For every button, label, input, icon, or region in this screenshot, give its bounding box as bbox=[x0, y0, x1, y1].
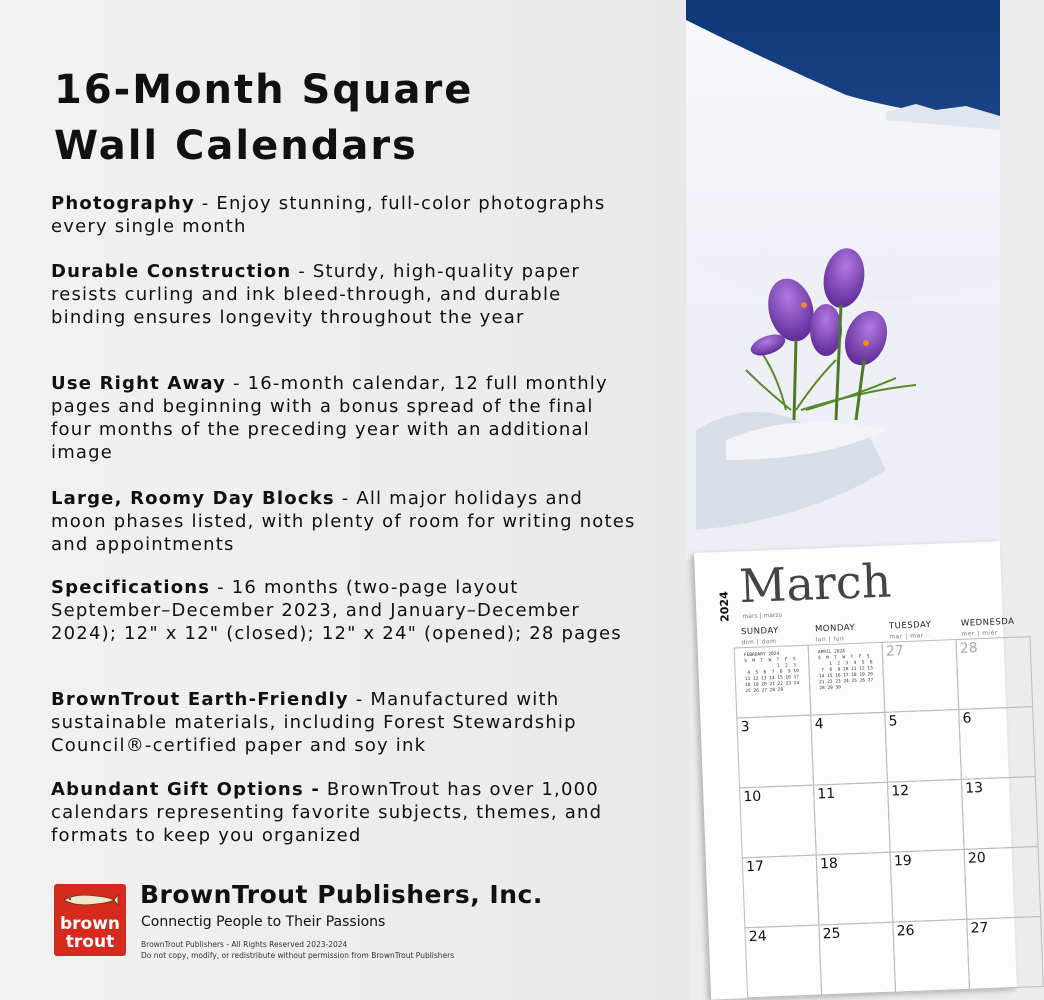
feature-use-right-away: Use Right Away - 16-month calendar, 12 full monthly pages and beginning with a bonus spread of the final four months of the preceding year with an additional image bbox=[51, 373, 608, 463]
logo-text-trout: trout bbox=[65, 932, 115, 952]
calendar-day-number: 12 bbox=[890, 782, 910, 800]
trout-icon bbox=[62, 892, 118, 908]
calendar-day-number: 18 bbox=[819, 855, 839, 873]
calendar-day-number: 3 bbox=[740, 718, 750, 736]
march-calendar-page bbox=[694, 541, 1017, 999]
calendar-day-number: 24 bbox=[748, 928, 767, 946]
calendar-day-number: 28 bbox=[959, 640, 978, 657]
logo-text-brown: brown bbox=[59, 914, 121, 934]
crocus-snow-photo bbox=[686, 0, 1000, 560]
calendar-day-number: 26 bbox=[896, 922, 915, 940]
calendar-year: 2024 bbox=[717, 591, 732, 623]
title-line-2: Wall Calendars bbox=[54, 123, 418, 169]
calendar-day-number: 10 bbox=[743, 788, 762, 806]
feature-earth-friendly: BrownTrout Earth-Friendly - Manufactured with sustainable materials, including Forest Stewardship Council®-certified paper and soy ink bbox=[51, 689, 577, 756]
mini-cal-february: FEBRUARY 2024 S M T W T F S 1 2 3 4 5 6 7 8 9 10 11 12 13 14 15 16 17 18 19 20 21 22 23 24 25 26 27 28 29 bbox=[743, 651, 800, 695]
photo-image bbox=[686, 0, 1000, 560]
calendar-day-number: 27 bbox=[970, 919, 989, 937]
feature-day-blocks: Large, Roomy Day Blocks - All major holidays and moon phases listed, with plenty of room for writing notes and appointments bbox=[51, 488, 636, 555]
calendar-day-number: 13 bbox=[964, 780, 984, 797]
feature-durable-construction: Durable Construction - Sturdy, high-quality paper resists curling and ink bleed-through, and durable binding ensures longevity throughout the year bbox=[51, 261, 580, 328]
calendar-day-number: 20 bbox=[967, 850, 987, 867]
day-header-wednesday: WEDNESDA mer | miér bbox=[960, 616, 1015, 638]
calendar-day-number: 5 bbox=[888, 713, 898, 730]
copy-notice: Do not copy, modify, or redistribute without permission from BrownTrout Publishers bbox=[141, 951, 455, 960]
feature-photography: Photography - Enjoy stunning, full-color photographs every single month bbox=[51, 193, 606, 237]
day-header-tuesday: TUESDAY mar | mar bbox=[888, 619, 932, 641]
browntrout-logo bbox=[54, 884, 126, 956]
rights-text: BrownTrout Publishers - All Rights Reserved 2023-2024 bbox=[141, 940, 348, 949]
page-title bbox=[54, 62, 614, 174]
publisher-name: BrownTrout Publishers, Inc. bbox=[140, 880, 543, 909]
calendar-day-number: 17 bbox=[745, 858, 765, 876]
calendar-day-number: 11 bbox=[817, 785, 836, 803]
feature-gift-options: Abundant Gift Options - BrownTrout has over 1,000 calendars representing favorite subjects, themes, and formats to keep you organized bbox=[51, 779, 603, 846]
day-header-sunday: SUNDAY dim | dom bbox=[740, 625, 779, 647]
mini-cal-april: APRIL 2024 S M T W T F S 1 2 3 4 5 6 7 8 9 10 11 12 13 14 15 16 17 18 19 20 21 22 23 24 25 26 27 28 29 30 bbox=[817, 649, 874, 692]
calendar-month: March bbox=[738, 553, 893, 614]
day-header-monday: MONDAY lun | lun bbox=[814, 622, 856, 644]
calendar-month-translation: mars | marzo bbox=[742, 611, 783, 621]
calendar-day-number: 4 bbox=[814, 716, 824, 733]
title-line-1: 16-Month Square bbox=[54, 67, 474, 113]
calendar-day-number: 6 bbox=[962, 710, 972, 727]
calendar-day-number: 25 bbox=[822, 925, 841, 943]
publisher-tagline: Connectig People to Their Passions bbox=[141, 914, 386, 930]
calendar-day-number: 19 bbox=[893, 852, 913, 870]
feature-specifications: Specifications - 16 months (two-page layout September–December 2023, and January–December 2024); 12" x 12" (closed); 12" x 24" (opened); 28 pages bbox=[51, 577, 622, 644]
calendar-day-number: 27 bbox=[885, 643, 905, 660]
